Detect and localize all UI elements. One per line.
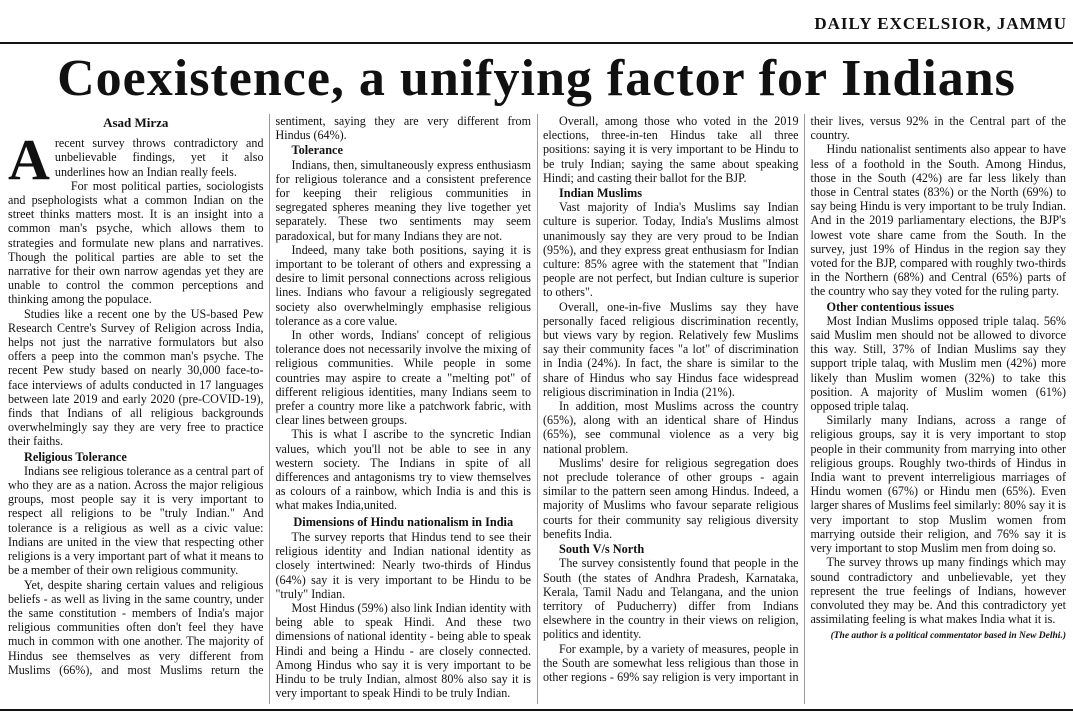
subhead: Tolerance — [291, 143, 343, 158]
subhead: Other contentious issues — [826, 299, 955, 314]
subhead: Religious Tolerance — [24, 449, 127, 464]
paragraph: The survey throws up many findings which may sound contradictory and unbelievable, yet they represent the true feelings of Indians, however convoluted they may be. And this contradictory yet assimilating feeling is what makes India what it is. — [810, 555, 1066, 627]
paragraph: Overall, one-in-five Muslims say they have personally faced religious discrimination recently, but views vary by region. Relatively few Muslims say their community faces "a lot" of discrimination in India (24%). In fact, the share is similar to the share of Hindus who say Hindus face widespread religious discrimination in India (21%). — [543, 299, 799, 399]
paragraph: In addition, most Muslims across the country (65%), along with an identical share of Hindus (65%), see communal violence as a very big national problem. — [543, 399, 799, 456]
paragraph: Indeed, many take both positions, saying it is important to be tolerant of others and expressing a desire to limit personal connections across religious lines. Indians who favour a religiously segregated society also overwhelmingly emphasise religious tolerance as a core value. — [275, 242, 531, 328]
bottom-rule — [0, 709, 1073, 711]
paragraph: The survey reports that Hindus tend to see their religious identity and Indian national identity as closely intertwined: Nearly two-thirds of Hindus (64%) say it is very important to be Hindu to be "truly" Indian. — [275, 529, 531, 601]
subhead: Dimensions of Hindu nationalism in India — [293, 514, 514, 529]
paragraph: For most political parties, sociologists and psephologists what a common Indian on the street thinks matters most. It is an insight into a common man's psyche, which allows them to strategies and formulate new plans and narratives. Though the political parties are able to set the narrative for their own narrow agendas yet they are unable to control the common perceptions and thinking among the populace. — [8, 178, 264, 307]
paragraph: Vast majority of India's Muslims say Indian culture is superior. Today, India's Muslims almost unanimously say they are very proud to be Indian (95%), and they express great enthusiasm for Indian culture: 85% agree with the statement that "Indian people are not perfect, but Indian culture is superior to others". — [543, 200, 799, 300]
headline: Coexistence, a unifying factor for Indians — [57, 50, 1016, 107]
subhead: Indian Muslims — [559, 186, 643, 201]
paragraph: This is what I ascribe to the syncretic Indian values, which you'll not be able to see in any western society. The Indians in spite of all differences and antagonisms try to view themselves as colours of a rainbow, which India is and this is what makes India,united. — [275, 427, 531, 513]
paragraph: Overall, among those who voted in the 2019 elections, three-in-ten Hindus take all three positions: saying it is very important to be Hindu to be truly Indian; saying the same about speaking Hindi; and casting their ballot for the BJP. — [543, 114, 799, 185]
paragraph: Hindu nationalist sentiments also appear to have less of a foothold in the South. Among Hindus, those in the South (42%) are far less likely than those in Central states (83%) or the North (69%) to say being Hindu is very important to be truly Indian. And in the 2019 parliamentary elections, the BJP's lowest vote share came from the South. In the survey, just 19% of Hindus in the region say they voted for the BJP, compared with roughly two-thirds in the Northern (68%) and Central (65%) parts of the country who say they voted for the ruling party. — [810, 142, 1066, 299]
paragraph: Studies like a recent one by the US-based Pew Research Centre's Survey of Religion across India, helps not just the narrative formulators but also offers a peep into the common man's psyche. The recent Pew study based on nearly 30,000 face-to-face interviews of adults conducted in 17 languages between late 2019 and early 2020 (pre-COVID-19), finds that Indians of all religious backgrounds overwhelmingly say they are very free to practice their faiths. — [8, 306, 264, 449]
article-body — [8, 114, 1066, 704]
paragraph: Muslims' desire for religious segregation does not preclude tolerance of other groups - again similar to the pattern seen among Hindus. Indeed, a majority of Muslims who favour separate religious courts for their community say religious diversity benefits India. — [543, 455, 799, 541]
paragraph: Indians see religious tolerance as a central part of who they are as a nation. Across the major religious groups, most people say it is very important to respect all religions to be "truly Indian." And tolerance is a religious as well as a civic value: Indians are united in the view that respecting other religions is a very important part of what it means to be a member of their own religious community. — [8, 463, 264, 578]
masthead: DAILY EXCELSIOR, JAMMU — [814, 14, 1067, 33]
byline: Asad Mirza — [103, 115, 169, 130]
paragraph: In other words, Indians' concept of religious tolerance does not necessarily involve the mixing of religious communities. While people in some countries may aspire to create a "melting pot" of different religious identities, many Indians seem to prefer a country more like a patchwork fabric, with clear lines between groups. — [275, 328, 531, 428]
subhead: South V/s North — [559, 542, 645, 557]
paragraph: The survey consistently found that people in the South (the states of Andhra Pradesh, Karnataka, Kerala, Tamil Nadu and Telangana, and the union territory of Puducherry) differ from Indians elsewhere in the country in their views on religion, politics and identity. — [543, 556, 799, 642]
drop-cap: A — [8, 127, 50, 193]
paragraph: Yet, despite sharing certain values and religious beliefs - as well as living in the same country, under the same constitution - members of India's major religious communities often don't feel they have much in common with one another. The majority of Hindus see themselves as very different from Muslims (66%), and most Muslims return the sentiment, saying they are very different from Hindus (64%). — [8, 114, 531, 677]
paragraph: Indians, then, simultaneously express enthusiasm for religious tolerance and a consistent preference for keeping their religious communities in segregated spheres meaning they live together yet separately. These two sentiments may seem paradoxical, but for many Indians they are not. — [275, 157, 531, 243]
author-footnote: (The author is a political commentator based in New Delhi.) — [830, 631, 1066, 642]
paragraph: Similarly many Indians, across a range of religious groups, say it is very important to stop people in their community from marrying into other religious groups. Roughly two-thirds of Hindus in India want to prevent interreligious marriages of Hindu women (67%) or Hindu men (65%). Even larger shares of Muslims feel similarly: 80% say it is very important to stop Muslim women from marrying outside their religion, and 76% say it is very important to stop Muslim men from doing so. — [810, 413, 1066, 556]
paragraph: For example, by a variety of measures, people in the South are somewhat less religious than those in other regions - 69% say religion is very important in their lives, versus 92% in the Central part of the country. — [543, 114, 1066, 684]
paragraph — [8, 127, 264, 193]
paragraph: Most Hindus (59%) also link Indian identity with being able to speak Hindi. And these two dimensions of national identity - being able to speak Hindi and being a Hindu - are closely connected. Among Hindus who say it is very important to be Hindu to be truly Indian, almost 80% also say it is very important to speak Hindi to be truly Indian. — [275, 600, 531, 701]
paragraph: Most Indian Muslims opposed triple talaq. 56% said Muslim men should not be allowed to divorce this way. Still, 37% of Indian Muslims say they support triple talaq, with Muslim men (42%) more likely than Muslim women (32%) to take this position. A majority of Muslim women (61%) opposed triple talaq. — [810, 313, 1066, 414]
top-rule — [0, 42, 1073, 44]
paragraph-text: recent survey throws contradictory and unbelievable findings, yet it also underlines how an Indian really feels. — [54, 136, 264, 179]
